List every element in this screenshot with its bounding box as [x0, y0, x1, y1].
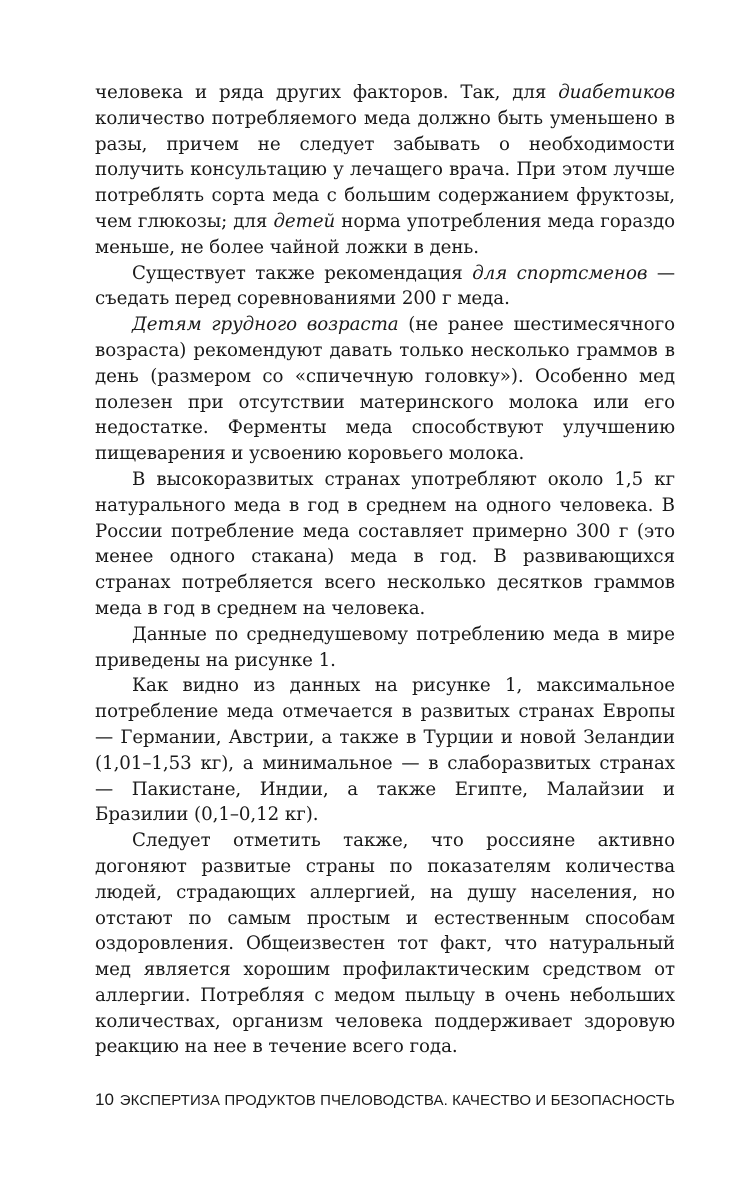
text-run: Как видно из данных на рисунке 1, максимальное потребление меда отмечается в развитых странах Европы — Германии, Австрии, а также в Турции и новой Зеландии (1,01–1,53 кг), а минимальное — в слаборазвитых странах — Пакистане, Индии, а также Египте, Малайзии и Бразилии (0,1–0,12 кг).	[95, 675, 675, 826]
italic-run: диабетиков	[558, 82, 675, 103]
text-run: количество потребляемого меда должно быть уменьшено в разы, причем не следует забывать о необходимости получить консультацию у лечащего врача. При этом лучше потреблять сорта меда с большим содержанием фруктозы, чем глюкозы; для	[95, 107, 675, 232]
paragraph-3	[95, 312, 675, 467]
paragraph-6	[95, 673, 675, 828]
text-run: Следует отметить также, что россияне активно догоняют развитые страны по показателям количества людей, страдающих аллергией, на душу населения, но отстают по самым простым и естественным способам оздоровления. Общеизвестен тот факт, что натуральный мед является хорошим профилактическим средством от аллергии. Потребляя с медом пыльцу в очень небольших количествах, организм человека поддерживает здоровую реакцию на нее в течение всего года.	[95, 830, 675, 1058]
text-run: В высокоразвитых странах употребляют около 1,5 кг натурального меда в год в среднем на одного человека. В России потребление меда составляет примерно 300 г (это менее одного стакана) меда в год. В развивающихся странах потребляется всего несколько десятков граммов меда в год в среднем на человека.	[95, 468, 675, 619]
page-number: 10	[95, 1090, 114, 1109]
page-body	[95, 80, 675, 1060]
paragraph-1	[95, 80, 675, 261]
paragraph-4	[95, 467, 675, 622]
text-run: (не ранее шестимесячного возраста) рекомендуют давать только несколько граммов в день (размером со «спичечную головку»). Особенно мед полезен при отсутствии материнского молока или его недостатке. Ферменты меда способствуют улучшению пищеварения и усвоению коровьего молока.	[95, 314, 675, 465]
italic-run: для спортсменов	[472, 262, 648, 284]
paragraph-5	[95, 622, 675, 674]
running-title: ЭКСПЕРТИЗА ПРОДУКТОВ ПЧЕЛОВОДСТВА. КАЧЕСТВО И БЕЗОПАСНОСТЬ	[119, 1092, 675, 1109]
text-run: — съедать перед соревнованиями 200 г меда.	[95, 262, 675, 310]
italic-run: Детям грудного возраста	[132, 314, 399, 336]
text-run: человека и ряда других факторов. Так, для	[95, 82, 559, 103]
text-run: Данные по среднедушевому потреблению меда в мире приведены на рисунке 1.	[95, 623, 675, 671]
text-run: Существует также рекомендация	[132, 262, 473, 284]
italic-run: детей	[273, 210, 336, 232]
paragraph-7	[95, 828, 675, 1060]
text-run: норма употребления меда гораздо меньше, не более чайной ложки в день.	[95, 210, 675, 258]
paragraph-2	[95, 261, 675, 313]
page-footer	[95, 1090, 675, 1110]
